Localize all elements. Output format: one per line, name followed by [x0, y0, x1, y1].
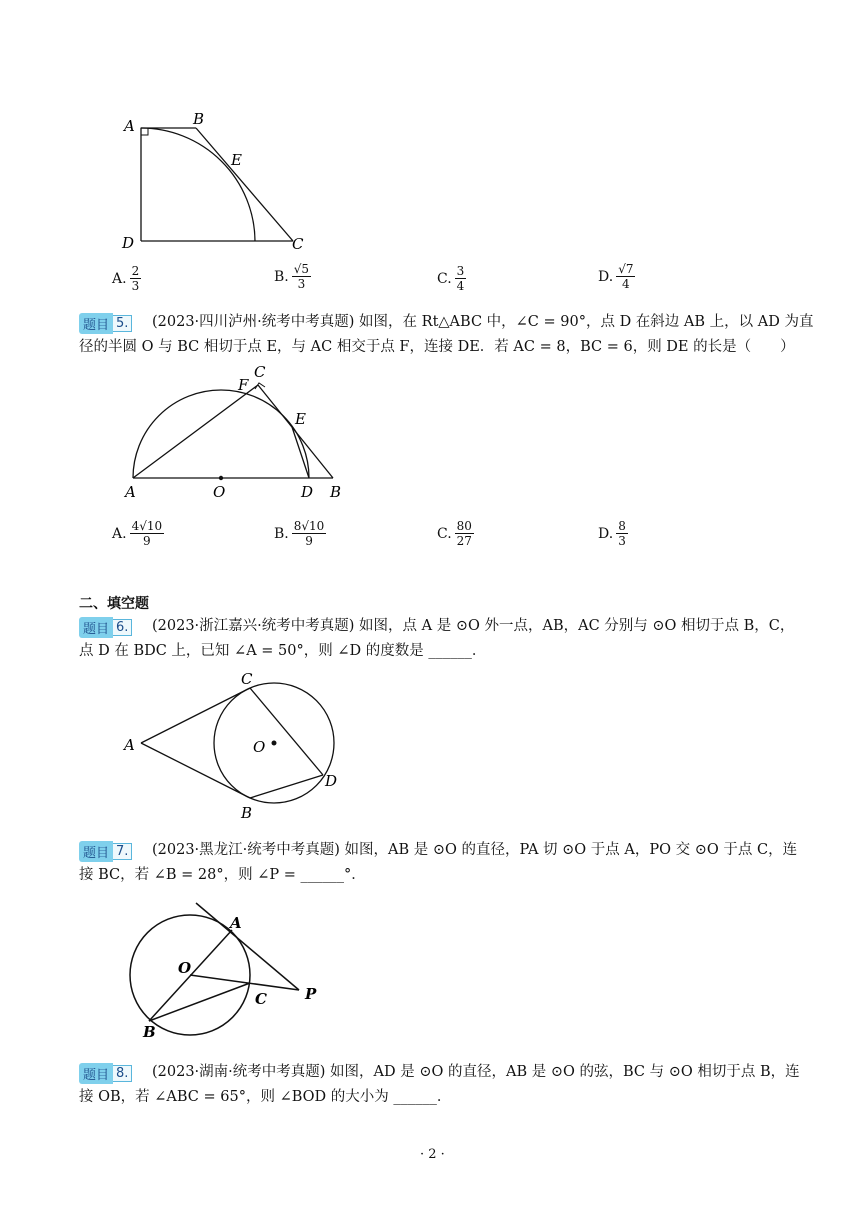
q6-tag: 题目 — [79, 617, 113, 638]
q7-tag: 题目 — [79, 841, 113, 862]
q8-line2: 接 OB，若 ∠ABC = 65°，则 ∠BOD 的大小为 ______． — [79, 1089, 452, 1105]
q7-number: 7. — [113, 843, 132, 860]
q4-option-c: C. $\frac{3}{4}$ — [437, 264, 465, 293]
fig6-label-A: A — [124, 736, 135, 754]
fig5-label-A: A — [125, 483, 136, 501]
q6-line2: 点 D 在 BDC 上，已知 ∠A = 50°，则 ∠D 的度数是 ______． — [79, 643, 487, 659]
q5-number: 5. — [113, 315, 132, 332]
fig7-label-B: B — [143, 1023, 156, 1041]
fig4-label-E: E — [231, 151, 242, 169]
q4-option-b: B. $\frac{√5}{3}$ — [274, 262, 310, 291]
q5-option-c: C. $\frac{80}{27}$ — [437, 519, 472, 548]
q7-line2: 接 BC，若 ∠B = 28°，则 ∠P = ______°． — [79, 867, 366, 883]
fig5-label-F: F — [238, 376, 249, 394]
fig7-label-C: C — [255, 990, 267, 1008]
page-number: · 2 · — [420, 1147, 445, 1162]
fig5-label-C: C — [254, 363, 266, 381]
q8-line1: (2023·湖南·统考中考真题) 如图，AD 是 ⊙O 的直径，AB 是 ⊙O 的弦，BC 与 ⊙O 相切于点 B，连 — [152, 1064, 800, 1080]
fig4-label-C: C — [292, 235, 304, 253]
q5-line1: (2023·四川泸州·统考中考真题) 如图，在 Rt△ABC 中，∠C = 90°，点 D 在斜边 AB 上，以 AD 为直 — [152, 314, 814, 330]
q8-tag: 题目 — [79, 1063, 113, 1084]
q5-option-b: B. $\frac{8√10}{9}$ — [274, 519, 325, 548]
q5-option-d: D. $\frac{8}{3}$ — [598, 519, 626, 548]
fig7-label-P: P — [305, 985, 317, 1003]
section-heading: 二、填空题 — [79, 596, 149, 612]
q5-tag: 题目 — [79, 313, 113, 334]
q8-number: 8. — [113, 1065, 132, 1082]
q4-option-a: A. $\frac{2}{3}$ — [112, 264, 140, 293]
fig7-label-A: A — [230, 914, 242, 932]
q8-badge — [79, 1063, 132, 1084]
q4-option-d: D. $\frac{√7}{4}$ — [598, 262, 634, 291]
fig5-label-E: E — [295, 410, 306, 428]
fig6-label-B: B — [241, 804, 253, 822]
q5-line2: 径的半圆 O 与 BC 相切于点 E，与 AC 相交于点 F，连接 DE．若 AC = 8，BC = 6，则 DE 的长是（ ） — [79, 339, 795, 355]
fig4-label-B: B — [193, 110, 205, 128]
q6-number: 6. — [113, 619, 132, 636]
q7-line1: (2023·黑龙江·统考中考真题) 如图，AB 是 ⊙O 的直径，PA 切 ⊙O 于点 A，PO 交 ⊙O 于点 C，连 — [152, 842, 798, 858]
fig6-label-D: D — [325, 772, 338, 790]
fig5-label-O: O — [213, 483, 226, 501]
q6-line1: (2023·浙江嘉兴·统考中考真题) 如图，点 A 是 ⊙O 外一点，AB，AC 分别与 ⊙O 相切于点 B，C， — [152, 618, 795, 634]
q5-option-a: A. $\frac{4√10}{9}$ — [112, 519, 163, 548]
fig6-label-O: O — [253, 738, 266, 756]
fig5-label-B: B — [330, 483, 342, 501]
fig4-label-A: A — [124, 117, 135, 135]
fig7-label-O: O — [178, 959, 192, 977]
fig4-label-D: D — [122, 234, 135, 252]
fig5-label-D: D — [301, 483, 314, 501]
fig6-label-C: C — [241, 670, 253, 688]
